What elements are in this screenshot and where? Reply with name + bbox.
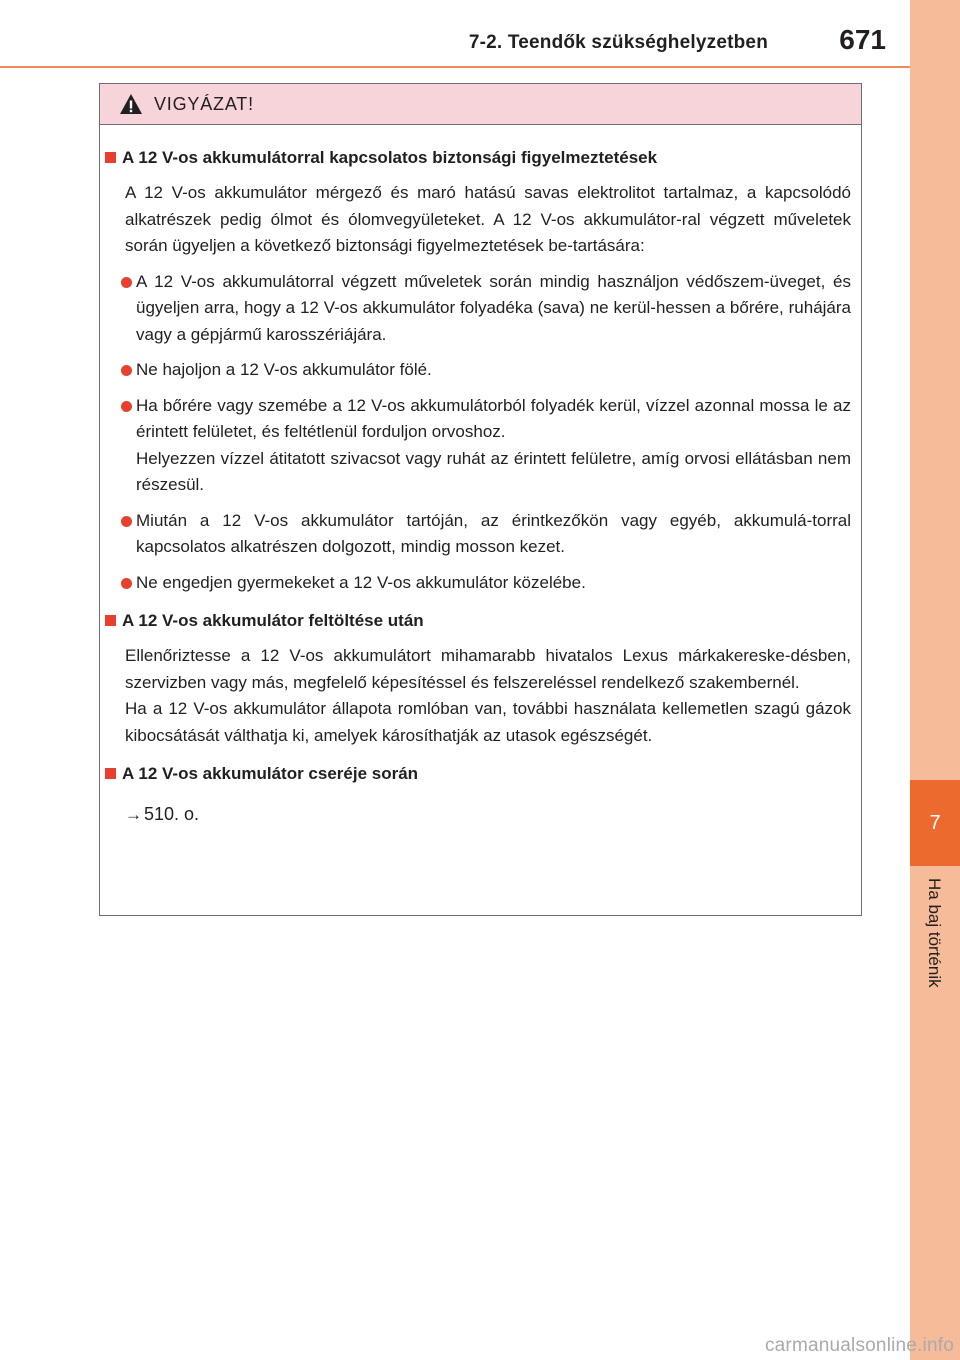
section-heading-text: A 12 V-os akkumulátor feltöltése után	[122, 611, 424, 630]
list-item	[105, 570, 851, 597]
list-item-line: Ha bőrére vagy szemébe a 12 V-os akkumulátorból folyadék kerül, vízzel azonnal mossa le az érintett felületet, és feltétlenül forduljon orvoshoz.	[136, 395, 851, 441]
square-bullet-icon	[105, 615, 116, 626]
section-heading-text: A 12 V-os akkumulátorral kapcsolatos biztonsági figyelmeztetések	[122, 148, 658, 167]
round-bullet-icon	[121, 578, 132, 589]
paragraph: A 12 V-os akkumulátor mérgező és maró hatású savas elektrolitot tartalmaz, a kapcsolódó alkatrészek pedig ólmot és ólomvegyületeket. A 12 V-os akkumulátor-ral végzett műveletek során ügyeljen a következő biztonsági figyelmeztetések be-tartására:	[125, 183, 851, 255]
list-item-line: Helyezzen vízzel átitatott szivacsot vagy ruhát az érintett felületre, amíg orvosi ellátásban nem részesül.	[136, 448, 851, 494]
paragraph-line: Ellenőriztesse a 12 V-os akkumulátort mihamarabb hivatalos Lexus márkakereske-désben, szervizben vagy más, megfelelő képesítéssel és felszereléssel rendelkező szakembernél.	[125, 646, 851, 692]
chapter-side-tab	[910, 0, 960, 1360]
list-item	[105, 508, 851, 561]
list-item-text: A 12 V-os akkumulátorral végzett műveletek során mindig használjon védőszem-üveget, és ügyeljen arra, hogy a 12 V-os akkumulátor folyadéka (sava) ne kerül-hessen a bőrére, ruhájára vagy a gépjármű karosszériájára.	[136, 271, 851, 344]
paragraph	[105, 643, 851, 749]
page-number: 671	[839, 24, 886, 55]
list-item	[105, 393, 851, 499]
list-item-text: Ne engedjen gyermekeket a 12 V-os akkumulátor közelébe.	[136, 572, 586, 592]
arrow-right-icon: →	[125, 805, 142, 824]
watermark: carmanualsonline.info	[764, 1335, 954, 1356]
square-bullet-icon	[105, 152, 116, 163]
paragraph-line: Ha a 12 V-os akkumulátor állapota romlóban van, további használata kellemetlen szagú gázok kibocsátását válthatja ki, amelyek károsíthatják az utasok egészségét.	[125, 699, 851, 745]
section-heading	[105, 145, 851, 171]
warning-body	[100, 125, 861, 828]
square-bullet-icon	[105, 768, 116, 779]
section-heading	[105, 761, 851, 787]
page-reference-link[interactable]: 510. o.	[144, 804, 200, 824]
round-bullet-icon	[121, 365, 132, 376]
page-header	[0, 0, 910, 68]
section-heading-text: A 12 V-os akkumulátor cseréje során	[122, 764, 419, 783]
section-heading	[105, 608, 851, 634]
list-item-text	[136, 393, 851, 499]
list-item-text: Miután a 12 V-os akkumulátor tartóján, az érintkezőkön vagy egyéb, akkumulá-torral kapcsolatos alkatrészen dolgozott, mindig mosson kezet.	[136, 510, 851, 556]
chapter-number: 7	[910, 780, 960, 866]
list-item-text: Ne hajoljon a 12 V-os akkumulátor fölé.	[136, 360, 432, 379]
section-title: 7-2. Teendők szükséghelyzetben	[468, 32, 768, 53]
chapter-title: Ha baj történik	[925, 878, 944, 988]
page-reference	[105, 801, 851, 828]
list-item	[105, 269, 851, 349]
round-bullet-icon	[121, 401, 132, 412]
list-item	[105, 357, 851, 384]
warning-triangle-icon	[119, 93, 143, 115]
warning-title: VIGYÁZAT!	[154, 93, 254, 114]
round-bullet-icon	[121, 277, 132, 288]
warning-box	[99, 83, 862, 916]
round-bullet-icon	[121, 516, 132, 527]
warning-header	[100, 84, 861, 125]
